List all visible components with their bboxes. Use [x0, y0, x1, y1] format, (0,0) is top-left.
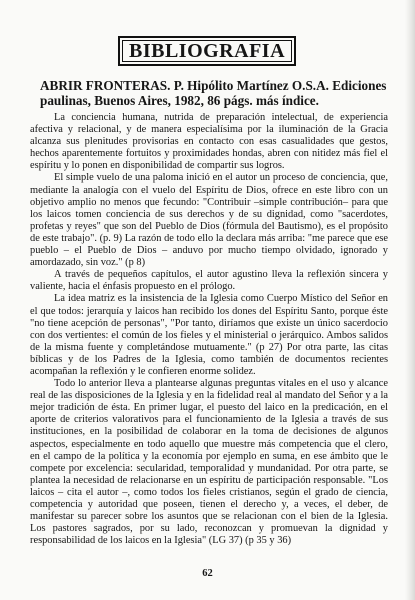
paragraph: La idea matriz es la insistencia de la Iglesia como Cuerpo Místico del Señor en el que todos: jerarquía y laicos han recibido los dones del Espíritu Santo, porque éste "no tiene acepción de personas", "Por tanto, diríamos que existe un único sacerdocio con dos vertientes: el común de los fieles y el ministerial o jerárquico. Ambos salidos de la misma fuente y completándose mutuamente." (p 27) Por otra parte, las citas bíblicas y de los Padres de la Iglesia, como también de documentos recientes acompañan la reflexión y le confieren enorme solidez. [30, 293, 388, 377]
title-box [118, 36, 296, 66]
paragraph: La conciencia humana, nutrida de preparación intelectual, de experiencia afectiva y relacional, y de manera especialísima por la iluminación de la Gracia alcanza sus plenitudes provisorias en contacto con esas casualidades que gestos, hechos aparentemente fortuitos y proximidades hondas, abren con nitidez más fiel el espíritu y lo ponen en disponibilidad de compartir sus logros. [30, 112, 388, 172]
page-title: BIBLIOGRAFIA [128, 40, 286, 62]
page-edge [405, 0, 415, 600]
paragraph: El simple vuelo de una paloma inició en el autor un proceso de conciencia, que, mediante la analogía con el vuelo del Espíritu de Dios, ofrece en este libro con un objetivo amplio no menos que fecundo: "Contribuir –simple contribución– para que los laicos tomen conciencia de sus derechos y de su dignidad, como "sacerdotes, profetas y reyes" que son del Pueblo de Dios (fórmula del Bautismo), es el propósito de este trabajo". (p. 9) La razón de todo ello la declara más arriba: "me parece que ese pueblo – el Pueblo de Dios – anduvo por mucho tiempo olvidado, ignorado y amordazado, sin voz." (p 8) [30, 172, 388, 269]
paragraph: Todo lo anterior lleva a plantearse algunas preguntas vitales en el uso y alcance real de las disposiciones de la Iglesia y en la fidelidad real al mandato del Señor y a la mejor tradición de ésta. En primer lugar, el puesto del laico en la predicación, en el aporte de criterios valorativos para el funcionamiento de la Iglesia a través de sus instituciones, en la posibilidad de colaborar en la toma de decisiones de algunos aspectos, especialmente en todo aquello que muestre más competencia que el clero, en el campo de la política y la economía por ejemplo en suma, en ese ámbito que le compete por excelencia: secularidad, temporalidad y mundanidad. Por otra parte, se plantea la necesidad de relacionarse en un espíritu de participación responsable. "Los laicos – cita el autor –, como todos los fieles cristianos, según el grado de ciencia, competencia y autoridad que poseen, tienen el derecho y, a veces, el deber, de manifestar su parecer sobre los asuntos que se relacionan con el bien de la Iglesia. Los pastores sagrados, por su lado, reconozcan y promuevan la dignidad y responsabilidad de los laicos en la Iglesia" (LG 37) (p 35 y 36) [30, 378, 388, 547]
review-body [30, 112, 388, 547]
page-number: 62 [202, 568, 213, 579]
paragraph: A través de pequeños capítulos, el autor agustino lleva la reflexión sincera y valiente, hacia el énfasis propuesto en el prólogo. [30, 269, 388, 293]
book-heading: ABRIR FRONTERAS. P. Hipólito Martínez O.S.A. Ediciones paulinas, Buenos Aires, 1982, 86 págs. más índice. [40, 78, 387, 108]
